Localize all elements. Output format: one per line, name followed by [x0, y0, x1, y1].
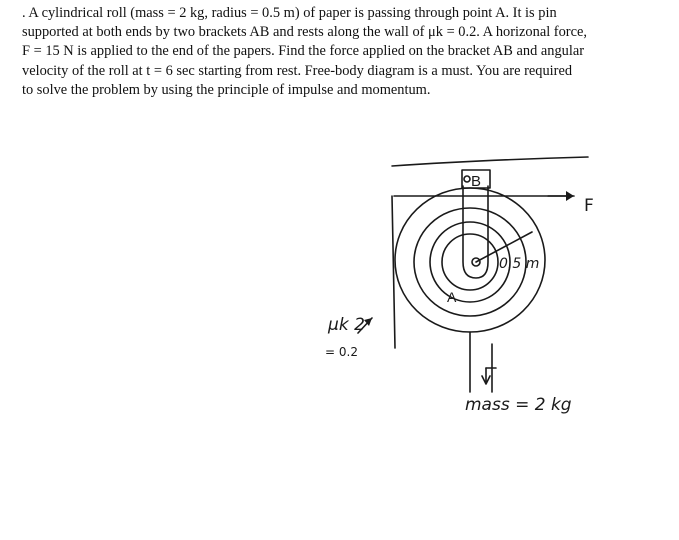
force-f-arrowhead [566, 191, 574, 201]
label-mass: mass = 2 kg [465, 395, 572, 415]
ceiling-line [392, 157, 588, 166]
problem-line-4: velocity of the roll at t = 6 sec starting from rest. Free-body diagram is a must. You are required [22, 62, 573, 79]
label-mu: μk 2 [328, 315, 365, 335]
problem-line-3: F = 15 N is applied to the end of the papers. Find the force applied on the bracket AB and angular [22, 43, 585, 60]
problem-statement [22, 4, 670, 100]
mass-arrow [482, 368, 490, 384]
pin-b [464, 176, 470, 182]
paper-bottom-strip [470, 332, 492, 392]
roll-ring-3 [442, 234, 498, 290]
problem-line-5: to solve the problem by using the principle of impulse and momentum. [22, 81, 431, 98]
label-b: B [471, 173, 482, 190]
label-a: A [447, 289, 457, 305]
bracket-ab [463, 186, 488, 278]
label-f: F [584, 196, 594, 216]
label-radius: 0.5 m [499, 256, 540, 272]
wall-line [392, 196, 395, 348]
roll-diagram [300, 150, 679, 430]
problem-line-1: . A cylindrical roll (mass = 2 kg, radius = 0.5 m) of paper is passing through point A. It is pin [22, 5, 557, 21]
problem-line-2: supported at both ends by two brackets AB and rests along the wall of μk = 0.2. A horizonal force, [22, 24, 587, 41]
label-mu-value: = 0.2 [325, 345, 358, 359]
